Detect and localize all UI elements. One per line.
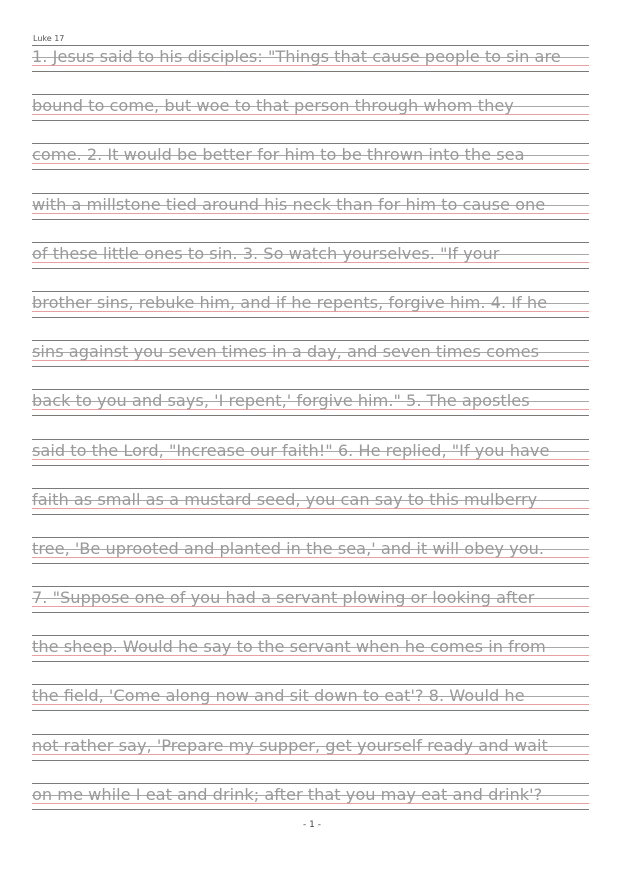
- practice-line: [32, 387, 589, 436]
- trace-text: tree, 'Be uprooted and planted in the sea,' and it will obey you.: [32, 538, 545, 558]
- trace-text: the sheep. Would he say to the servant when he comes in from: [32, 637, 546, 657]
- descender-guide-line: [32, 760, 589, 761]
- descender-guide-line: [32, 366, 589, 367]
- trace-text: faith as small as a mustard seed, you can say to this mulberry: [32, 489, 538, 509]
- practice-line: [32, 584, 589, 633]
- trace-text: 7. "Suppose one of you had a servant plowing or looking after: [32, 588, 535, 608]
- practice-line: [32, 289, 589, 338]
- practice-line: [32, 92, 589, 141]
- practice-line: [32, 732, 589, 781]
- descender-guide-line: [32, 612, 589, 613]
- descender-guide-line: [32, 71, 589, 72]
- practice-line: [32, 437, 589, 486]
- descender-guide-line: [32, 809, 589, 810]
- trace-text: of these little ones to sin. 3. So watch yourselves. "If your: [32, 243, 500, 263]
- practice-line: [32, 191, 589, 240]
- trace-text: come. 2. It would be better for him to be thrown into the sea: [32, 145, 525, 165]
- trace-text: not rather say, 'Prepare my supper, get yourself ready and wait: [32, 735, 548, 755]
- descender-guide-line: [32, 317, 589, 318]
- trace-text: sins against you seven times in a day, and seven times comes: [32, 342, 540, 362]
- trace-text: on me while I eat and drink; after that you may eat and drink'?: [32, 784, 543, 804]
- practice-line: [32, 486, 589, 535]
- practice-line: [32, 240, 589, 289]
- practice-line: [32, 535, 589, 584]
- descender-guide-line: [32, 120, 589, 121]
- practice-line: [32, 338, 589, 387]
- descender-guide-line: [32, 563, 589, 564]
- trace-text: back to you and says, 'I repent,' forgive him." 5. The apostles: [32, 391, 530, 411]
- page-title: Luke 17: [33, 34, 65, 43]
- descender-guide-line: [32, 268, 589, 269]
- page-number: - 1 -: [303, 820, 321, 830]
- handwriting-practice-sheet: [32, 43, 589, 830]
- practice-line: [32, 141, 589, 190]
- trace-text: the field, 'Come along now and sit down to eat'? 8. Would he: [32, 686, 525, 706]
- practice-line: [32, 682, 589, 731]
- trace-text: brother sins, rebuke him, and if he repents, forgive him. 4. If he: [32, 292, 548, 312]
- descender-guide-line: [32, 465, 589, 466]
- descender-guide-line: [32, 710, 589, 711]
- trace-text: bound to come, but woe to that person through whom they: [32, 96, 514, 116]
- descender-guide-line: [32, 514, 589, 515]
- trace-text: said to the Lord, "Increase our faith!" 6. He replied, "If you have: [32, 440, 550, 460]
- trace-text: with a millstone tied around his neck than for him to cause one: [32, 194, 546, 214]
- descender-guide-line: [32, 415, 589, 416]
- descender-guide-line: [32, 661, 589, 662]
- descender-guide-line: [32, 219, 589, 220]
- practice-line: [32, 633, 589, 682]
- practice-line: [32, 43, 589, 92]
- trace-text: 1. Jesus said to his disciples: "Things that cause people to sin are: [32, 47, 561, 66]
- descender-guide-line: [32, 169, 589, 170]
